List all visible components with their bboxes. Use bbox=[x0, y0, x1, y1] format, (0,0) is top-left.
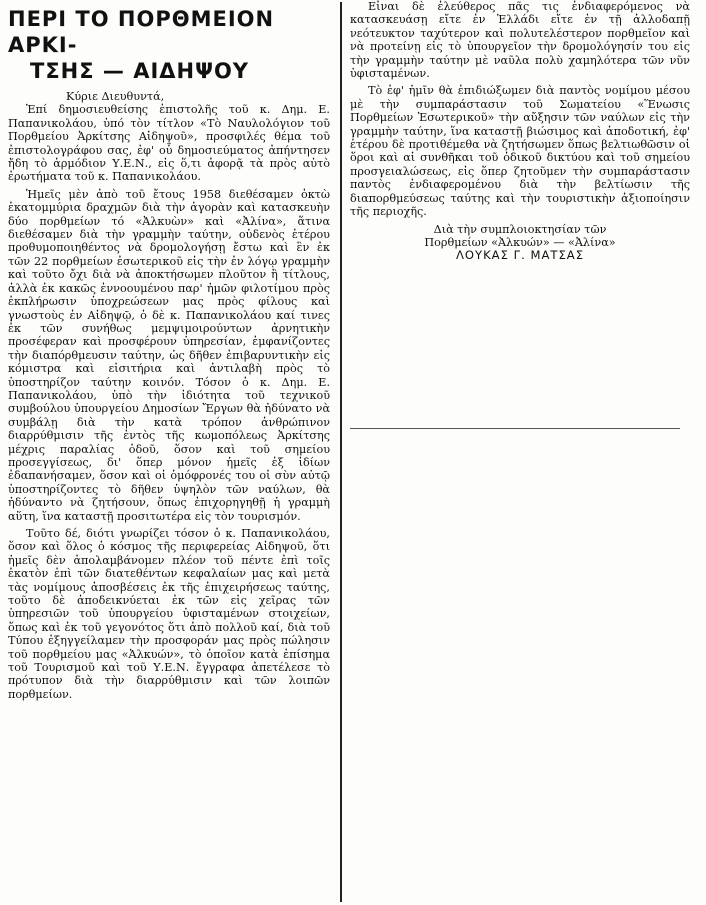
signature-name: ΛΟΥΚΑΣ Γ. ΜΑΤΣΑΣ bbox=[455, 248, 585, 263]
signature-line-2: Πορθμείων «Ἀλκυών» — «Ἀλίνα» bbox=[424, 235, 616, 249]
column-end-rule bbox=[350, 428, 680, 429]
paragraph-3: Τοῦτο δέ, διότι γνωρίζει τόσον ὁ κ. Παπανικολάου, ὅσον καὶ ὅλος ὁ κόσμος τῆς περιφερείας Αἰδηψοῦ, ὅτι ἡμεῖς δὲν ἀπολαμβάνομεν πλέον τοῦ πέντε ἐπὶ τοῖς ἑκατὸν ἐπὶ τῶν διατεθέντων κεφαλαίων μας καὶ μετὰ τὰς νομίμους ἀποσβέσεις ἐκ τῆς ἐπιχειρήσεως ταύτης, τοῦτο δὲ ἀποδεικνύεται ἐκ τῶν εἰς χεῖρας τῶν ὑπηρεσιῶν τοῦ ὑπουργείου ὑφισταμένων στοιχείων, ὅπως καὶ ἐκ τοῦ γεγονότος ὅτι ἀπὸ πολλοῦ καί, διὰ τοῦ Τύπου ἐξηγγείλαμεν τὴν προσφοράν μας πρὸς πώλησιν τοῦ πορθμείου μας «Ἀλκυών», τὸ ὁποῖον κατὰ ἐπίσημα τοῦ Τουρισμοῦ καὶ τοῦ Υ.Ε.Ν. ἔγγραφα ἀπετέλεσε τὸ πρότυπον διὰ τὴν διαρρύθμισιν καὶ τῶν λοιπῶν πορθμείων. bbox=[8, 527, 330, 701]
headline-line-2: ΤΣΗΣ — ΑΙΔΗΨΟΥ bbox=[30, 59, 250, 83]
article-column-left bbox=[8, 0, 330, 895]
salutation: Κύριε Διευθυντά, bbox=[66, 90, 165, 103]
article-column-right bbox=[350, 0, 690, 430]
paragraph-1: Ἐπί δημοσιευθείσης ἐπιστολῆς τοῦ κ. Δημ. Ε. Παπανικολάου, ὑπό τὸν τίτλον «Τὸ Ναυλολόγιον τοῦ Πορθμείου Ἀρκίτσης Αἰδηψοῦ», προσφιλές θέμα τοῦ ἐπιστολογράφου σας, ἐφ' οὗ δημοσιεύματος ἀπήντησεν ἤδη τὸ ἁρμόδιον Υ.Ε.Ν., εἰς ὅ,τι ἀφορᾷ τὰ πρὸς αὐτὸ ἐρωτήματα τοῦ κ. Παπανικολάου. bbox=[8, 103, 330, 184]
headline-line-1: ΠΕΡΙ ΤΟ ΠΟΡΘΜΕΙΟΝ ΑΡΚΙ- bbox=[8, 7, 275, 57]
paragraph-2: Ἡμεῖς μὲν ἀπὸ τοῦ ἔτους 1958 διεθέσαμεν ὀκτὼ ἑκατομμύρια δραχμῶν διὰ τὴν ἀγορὰν καὶ κατασκευὴν δύο πορθμείων τό «Ἀλκυὼν» καὶ «Ἀλίνα», ἅτινα διεθέσαμεν διὰ τὴν γραμμὴν ταύτην, οὐδενὸς ἑτέρου προθυμοποιηθέντος νὰ δρομολογήσῃ ἔστω καὶ ἓν ἐκ τῶν 22 πορθμείων ἐσωτερικοῦ εἰς τὴν ἐν λόγῳ γραμμὴν καὶ τοῦτο ὄχι διὰ νὰ ἀποκτήσωμεν πλοῦτον ἢ τίτλους, ἀλλὰ ἐκ κακῶς ἐννοουμένου παρ' ἡμῶν φιλοτίμου πρὸς ἐκπλήρωσιν ὑποχρεώσεων μας πρὸς φίλους καὶ γνωστοὺς ἐν Αἰδηψῷ, ὁ δὲ κ. Παπανικολάου καί τινες ἐκ τῶν συνήθως μεμψιμοιρούντων ἀρνητικὴν προσέφεραν καὶ προσφέρουν ὑπηρεσίαν, ἐμφανίζοντες τὴν διαπόρθμευσιν ταύτην, ὡς δῆθεν ἐπιβαρυντικὴν εἰς κόμιστρα καὶ εἰσιτήρια καὶ ἀντιλαβὴ πρὸς τὸ ὑποστηρίζον ταύτην κοινόν. Τόσον ὁ κ. Δημ. Ε. Παπανικολάου, ὑπὸ τὴν ἰδιότητα τοῦ τεχνικοῦ συμβούλου ὑπουργείου Δημοσίων Ἔργων θὰ ἠδύνατο νὰ συμβάλῃ διὰ τὴν κατὰ τρόπον ἀνθρώπινον διαρρύθμισιν τῆς ἐντὸς τῆς κωμοπόλεως Ἀρκίτσης μέχρις παραλίας ὁδοῦ, ὅσον καὶ τοῦ σημείου προσεγγίσεως, δι' ὅπερ μόνον ἡμεῖς ἐξ ἰδίων ἐδαπανήσαμεν, ὅσον καὶ οἱ ὁμόφρονές του οἱ σὺν αὐτῷ ὑποστηρίζοντες τὸ δῆθεν ὑψηλὸν τῶν ναύλων, θὰ ἠδύναντο νὰ ζητήσουν, ὅπως ἐπιχορηγηθῇ ἡ γραμμὴ αὕτη, ἵνα καταστῇ προσιτωτέρα εἰς τὸν τουρισμόν. bbox=[8, 187, 330, 523]
signature-line-1: Διὰ τὴν συμπλοιοκτησίαν τῶν bbox=[433, 222, 607, 236]
article-headline bbox=[8, 6, 330, 84]
paragraph-5: Τὸ ἐφ' ἡμῖν θὰ ἐπιδιώξωμεν διὰ παντὸς νομίμου μέσου μὲ τὴν συμπαράστασιν τοῦ Σωματείου «Ἕνωσις Πορθμείων Ἐσωτερικοῦ» τὴν αὔξησιν τῶν ναύλων εἰς τὴν γραμμὴν ταύτην, ἵνα καταστῇ βιώσιμος καὶ ἀποδοτική, ἐφ' ἑτέρου δὲ προτιθέμεθα νὰ ζητήσωμεν ὅπως βελτιωθῶσιν οἱ ὅροι καὶ αἱ συνθῆκαι τοῦ ὁδικοῦ δικτύου καὶ τοῦ σημείου προσγειαλώσεως, εἰς ὅπερ ζητοῦμεν τὴν συμπαράστασιν παντὸς ἐνδιαφερομένου διὰ τὴν βελτίωσιν τῆς διαπορθμεύσεως ταύτης καὶ τὴν τουριστικὴν ἀξιοποίησιν τῆς περιοχῆς. bbox=[350, 84, 690, 219]
column-divider bbox=[340, 2, 342, 902]
signature-block bbox=[350, 223, 690, 263]
paragraph-4: Εἶναι δὲ ἐλεύθερος πᾶς τις ἐνδιαφερόμενος νὰ κατασκευάσῃ εἴτε ἐν Ἑλλάδι εἴτε ἐν τῇ ἀλλοδαπῇ νεότευκτον ταχύτερον καὶ πολυτελέστερον πορθμεῖον καὶ νὰ προτείνῃ εἰς τὸ ὑπουργεῖον τὴν δρομολόγησίν του εἰς τὴν γραμμὴν ταύτην μὲ ναῦλα πολὺ χαμηλότερα τῶν νῦν ὑφισταμένων. bbox=[350, 0, 690, 81]
